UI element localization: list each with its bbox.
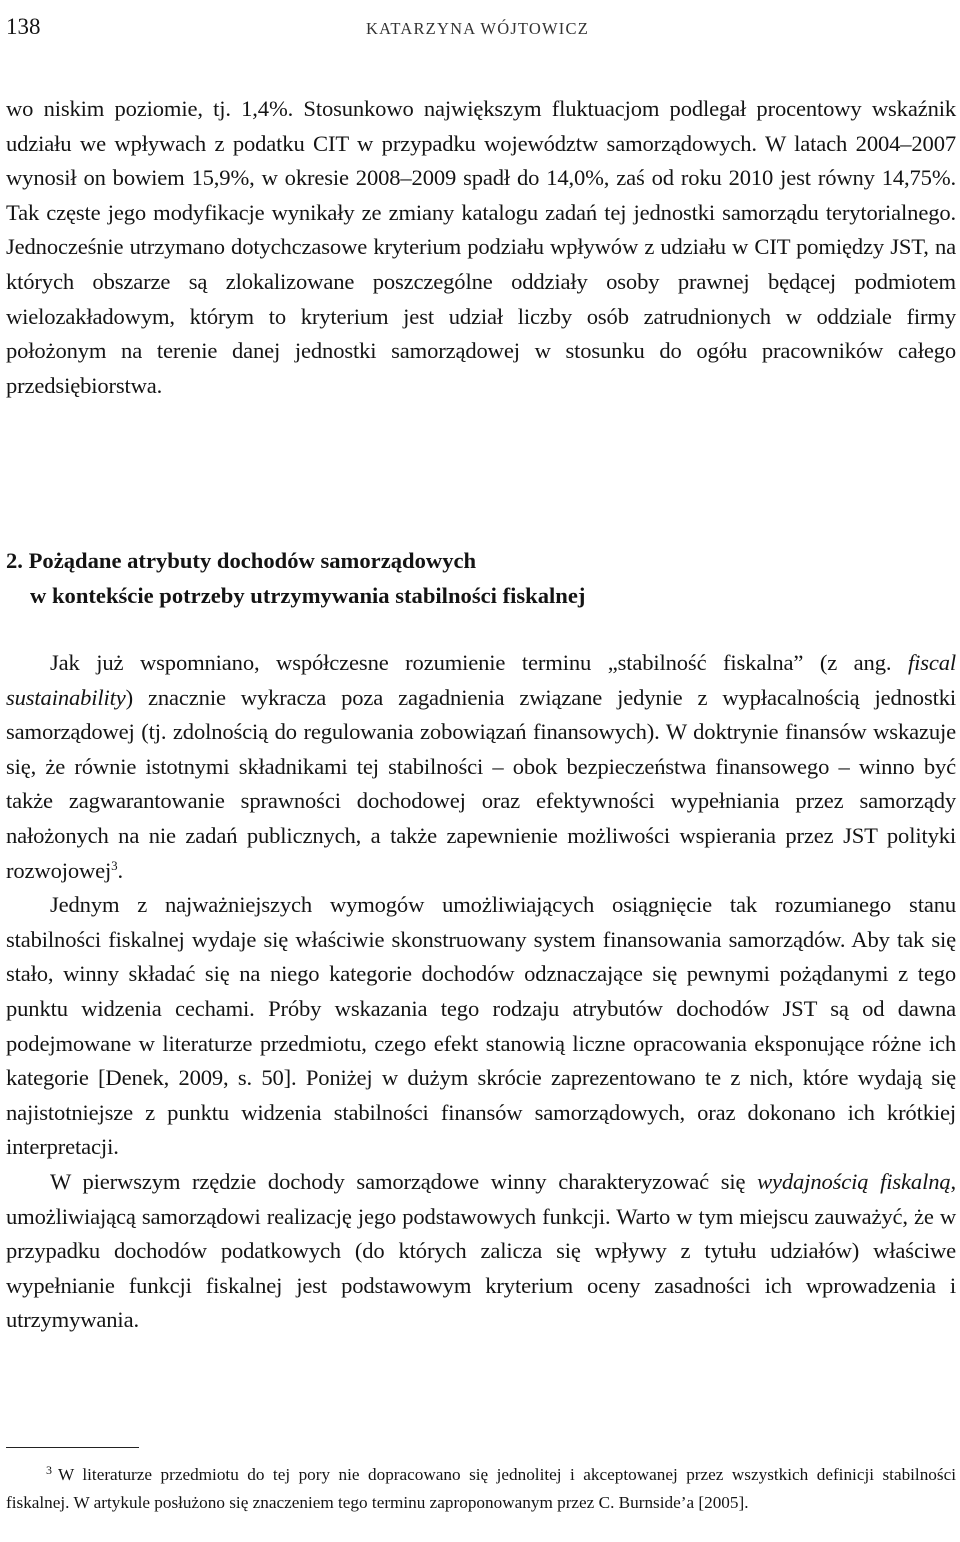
paragraph-text: Jak już wspomniano, współczesne rozumienie terminu „stabilność fiskalna” (z ang. — [50, 650, 908, 675]
body-text-top — [6, 92, 956, 403]
section-heading — [6, 543, 956, 613]
section-title-line2: w kontekście potrzeby utrzymywania stabilności fiskalnej — [30, 583, 586, 608]
italic-term: wydajnością fiskalną — [757, 1168, 951, 1194]
paragraph — [6, 1165, 956, 1338]
paragraph — [6, 646, 956, 888]
paragraph-text: , umożliwiającą samorządowi realizację jego podstawowych funkcji. Warto w tym miejscu zauważyć, że w przypadku dochodów podatkowych (do których zalicza się wpływy z tytułu udziałów) właściwe wypełnianie funkcji fiskalnej jest podstawowym kryterium oceny zasadności ich wprowadzenia i utrzymywania. — [6, 1168, 956, 1333]
paragraph: Jednym z najważniejszych wymogów umożliwiających osiągnięcie tak rozumianego stanu stabilności fiskalnej wydaje się właściwie skonstruowany system finansowania samorządów. Aby tak się stało, winny składać się na niego kategorie dochodów odznaczające się pewnymi pożądanymi z tego punktu widzenia cechami. Próby wskazania tego rodzaju atrybutów dochodów JST są od dawna podejmowane w literaturze przedmiotu, czego efekt stanowią liczne opracowania eksponujące różne ich kategorie [Denek, 2009, s. 50]. Poniżej w dużym skrócie zaprezentowano te z nich, które wydają się najistotniejsze z punktu widzenia stabilności finansów samorządowych, oraz dokonano ich krótkiej interpretacji. — [6, 892, 956, 1160]
footnote-separator — [6, 1447, 139, 1448]
section-title-line1: Pożądane atrybuty dochodów samorządowych — [28, 548, 477, 573]
paragraph-text: W pierwszym rzędzie dochody samorządowe winny charakteryzować się — [50, 1168, 758, 1194]
running-head: KATARZYNA WÓJTOWICZ — [366, 19, 589, 38]
page-number: 138 — [6, 14, 41, 39]
italic-term: fiscal sustainability — [6, 650, 956, 710]
footnote-reference[interactable]: 3 — [111, 857, 118, 873]
paragraph-text: ) znacznie wykracza poza zagadnienia związane jedynie z wypłacalnością jednostki samorządowej (tj. zdolnością do regulowania zobowiązań finansowych). W doktrynie finansów wskazuje się, że równie istotnymi składnikami tej stabilności – obok bezpieczeństwa finansowego – winno być także zagwarantowanie sprawności dochodowej oraz efektywności wypełniania przez samorządy nałożonych na nie zadań publicznych, a także zapewnienie możliwości wspierania przez JST polityki rozwojowej — [6, 684, 956, 883]
footnote-mark: 3 — [46, 1463, 52, 1477]
footnote-text: W literaturze przedmiotu do tej pory nie dopracowano się jednolitej i akceptowanej przez wszystkich definicji stabilności fiskalnej. W artykule posłużono się znaczeniem tego terminu zaproponowanym przez C. Burnside’a [2005]. — [6, 1465, 956, 1512]
section-number: 2. — [6, 548, 23, 573]
body-text-section — [6, 646, 956, 1338]
page-header — [6, 14, 954, 48]
paragraph-text: . — [117, 857, 124, 883]
paragraph: wo niskim poziomie, tj. 1,4%. Stosunkowo największym fluktuacjom podlegał procentowy wskaźnik udziału we wpływach z podatku CIT w przypadku województw samorządowych. W latach 2004–2007 wynosił on bowiem 15,9%, w okresie 2008–2009 spadł do 14,0%, zaś od roku 2010 jest równy 14,75%. Tak częste jego modyfikacje wynikały ze zmiany katalogu zadań tej jednostki samorządu terytorialnego. Jednocześnie utrzymano dotychczasowe kryterium podziału wpływów z udziału w CIT pomiędzy JST, na których obszarze są zlokalizowane poszczególne oddziały osoby prawnej będącej podmiotem wielozakładowym, którym to kryterium jest udział liczby osób zatrudnionych w oddziale firmy położonym na terenie danej jednostki samorządowej w stosunku do ogółu pracowników całego przedsiębiorstwa. — [6, 96, 956, 398]
footnote — [6, 1461, 956, 1516]
